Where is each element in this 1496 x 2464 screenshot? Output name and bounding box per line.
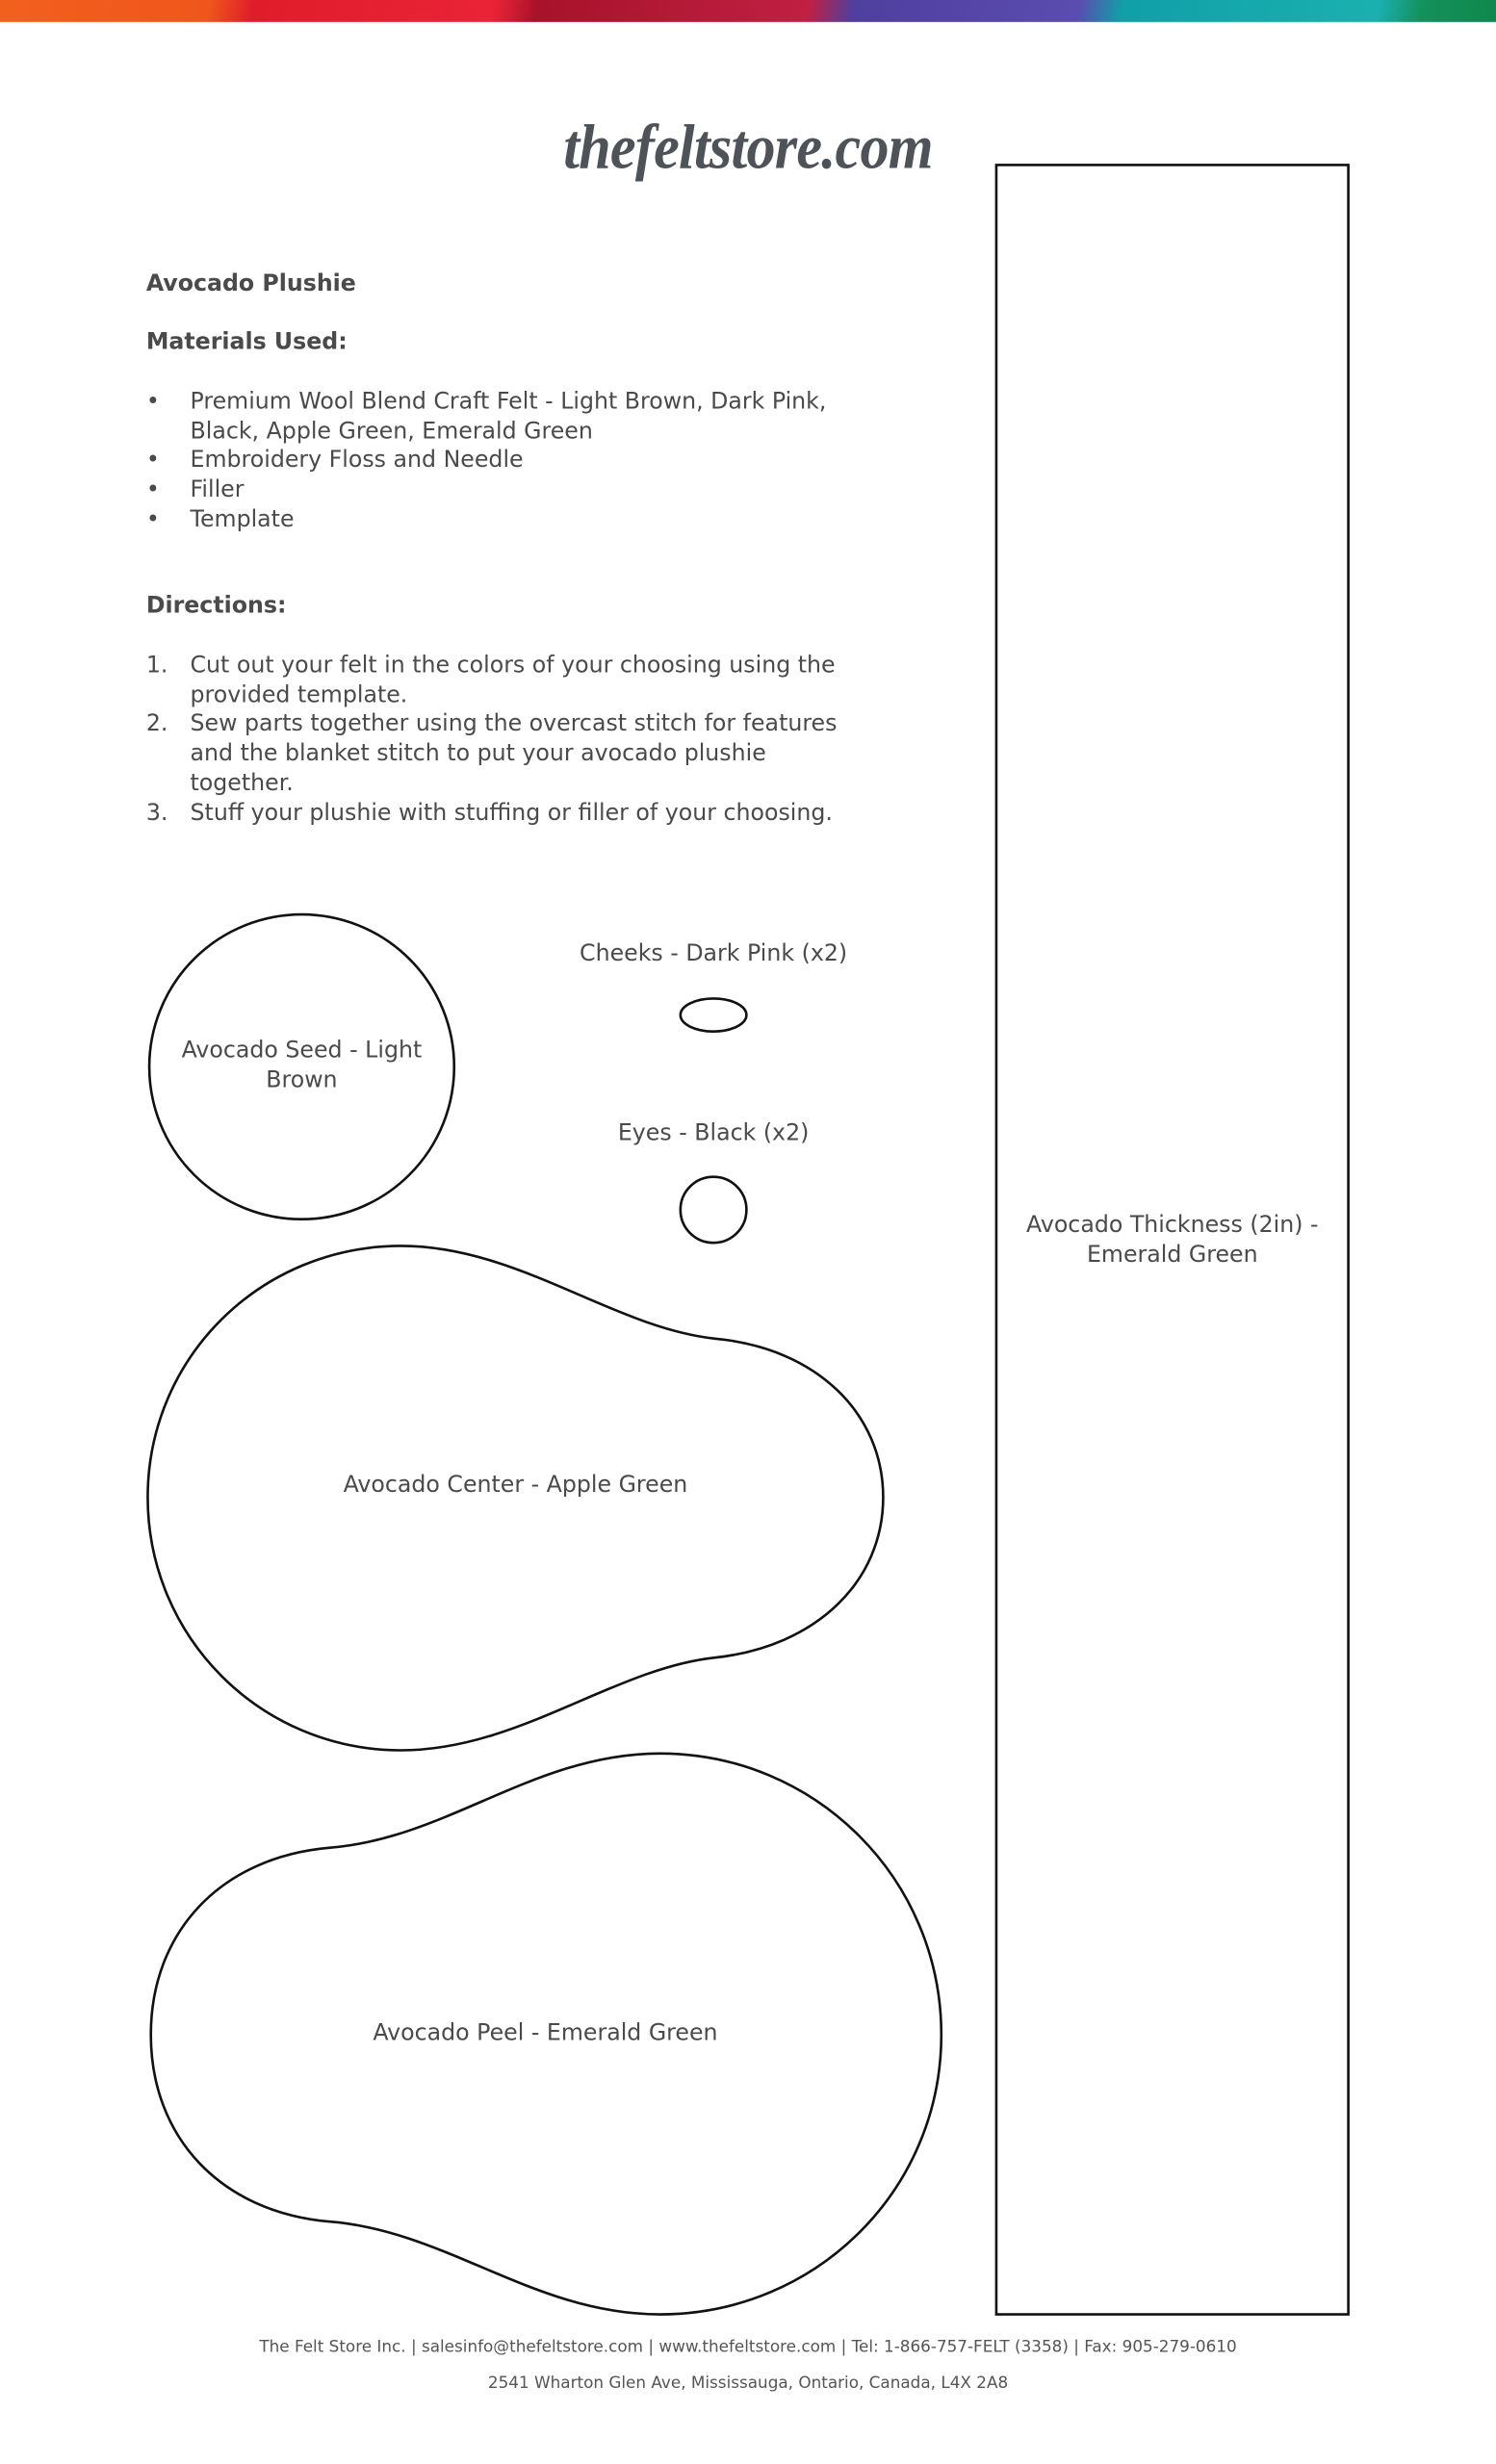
center-label: Avocado Center - Apple Green	[343, 1473, 688, 1499]
item-text: Embroidery Floss and Needle	[190, 448, 524, 475]
bullet: •	[145, 448, 160, 475]
cheek-shape	[681, 998, 747, 1031]
materials-heading: Materials Used:	[145, 329, 348, 355]
logo: thefeltstore.com	[563, 111, 933, 183]
bullet: •	[145, 506, 160, 533]
bullet: •	[145, 477, 160, 503]
step-number: 1.	[145, 654, 168, 680]
footer-address: 2541 Wharton Glen Ave, Mississauga, Ontario, Canada, L4X 2A8	[487, 2374, 1009, 2394]
item-text: Sew parts together using the overcast stitch for features and the blanket stitch to put your avocado plushie together.	[190, 712, 838, 797]
bullet: •	[145, 389, 160, 415]
item-text: Stuff your plushie with stuffing or filler of your choosing.	[190, 800, 833, 826]
thickness-label: Avocado Thickness (2in) - Emerald Green	[1026, 1213, 1319, 1269]
seed-label: Avocado Seed - Light Brown	[181, 1039, 423, 1094]
item-text: Template	[190, 506, 295, 533]
step-number: 2.	[145, 712, 168, 738]
page-title: Avocado Plushie	[145, 271, 356, 297]
item-text: Premium Wool Blend Craft Felt - Light Brown, Dark Pink, Black, Apple Green, Emerald Green	[190, 389, 827, 445]
eye-shape	[681, 1177, 747, 1244]
cheeks-label: Cheeks - Dark Pink (x2)	[580, 941, 848, 967]
eyes-label: Eyes - Black (x2)	[617, 1120, 810, 1146]
footer-contact: The Felt Store Inc. | salesinfo@thefeltstore.com | www.thefeltstore.com | Tel: 1-866-757-FELT (3358) | Fax: 905-279-0610	[259, 2338, 1237, 2357]
item-text: Filler	[190, 477, 245, 503]
item-text: Cut out your felt in the colors of your choosing using the provided template.	[190, 654, 836, 708]
peel-label: Avocado Peel - Emerald Green	[373, 2021, 718, 2047]
directions-heading: Directions:	[145, 594, 287, 620]
step-number: 3.	[145, 800, 168, 826]
